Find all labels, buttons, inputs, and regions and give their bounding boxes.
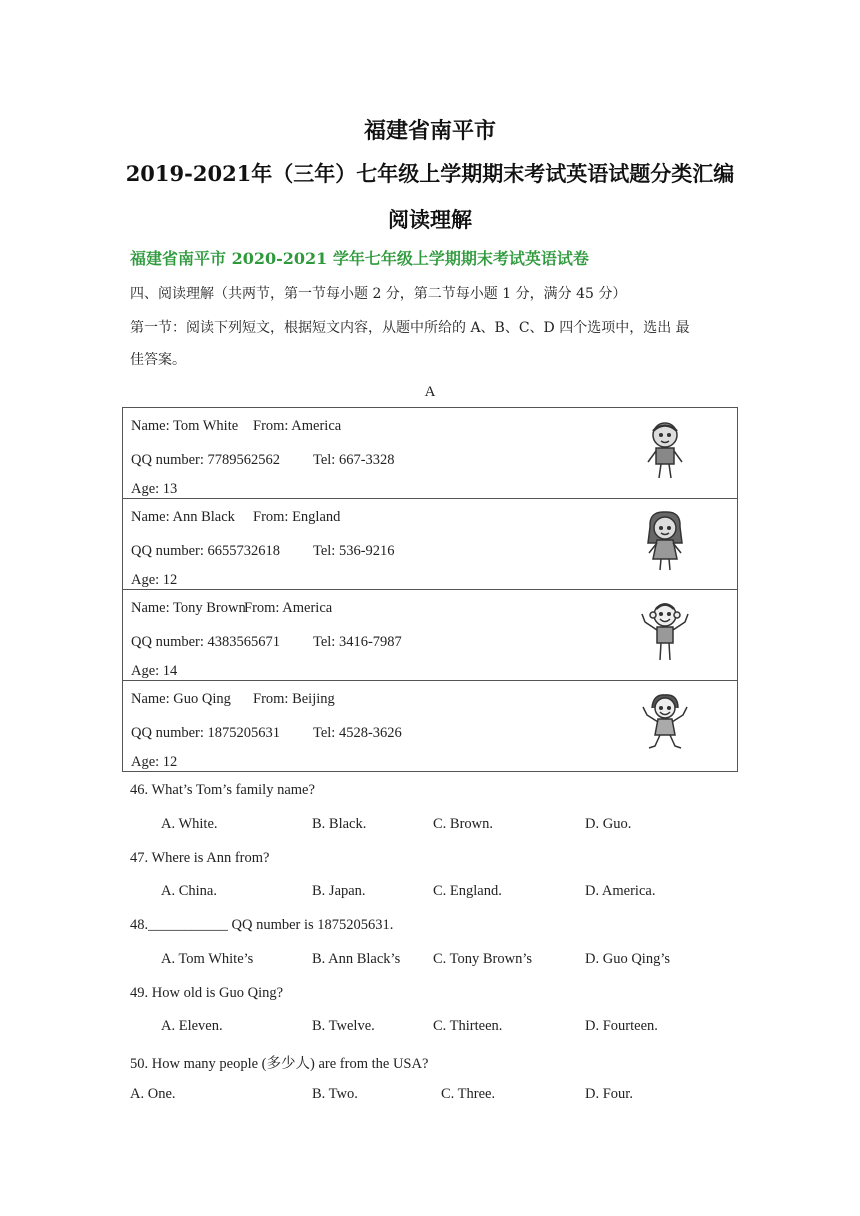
question-46: 46. What’s Tom’s family name? bbox=[130, 782, 315, 798]
student-from: From: America bbox=[253, 418, 342, 434]
document-title-topic: 阅读理解 bbox=[388, 207, 472, 232]
answer-option: D. Fourteen. bbox=[585, 1018, 658, 1034]
student-tel: Tel: 4528-3626 bbox=[313, 725, 402, 741]
girl-jumping-cartoon-icon bbox=[635, 691, 695, 755]
student-qq: QQ number: 6655732618 bbox=[131, 543, 281, 559]
document-title-region: 福建省南平市 bbox=[363, 118, 496, 144]
exam-source-heading: 福建省南平市 2020-2021 学年七年级上学期期末考试英语试卷 bbox=[130, 249, 589, 268]
part-instructions-cont: 佳答案。 bbox=[130, 352, 186, 368]
answer-option: C. Thirteen. bbox=[433, 1018, 503, 1034]
answer-option: B. Japan. bbox=[312, 883, 366, 899]
answer-option: A. Tom White’s bbox=[161, 951, 254, 967]
student-card bbox=[123, 681, 738, 772]
answer-option: D. Guo Qing’s bbox=[585, 951, 670, 967]
answer-option: C. Brown. bbox=[433, 816, 494, 832]
answer-option: A. Eleven. bbox=[161, 1018, 223, 1034]
answer-option: A. White. bbox=[161, 816, 218, 832]
answer-option: C. England. bbox=[433, 883, 502, 899]
student-name: Name: Guo Qing bbox=[131, 691, 231, 707]
student-from: From: England bbox=[253, 509, 341, 525]
student-name: Name: Tony Brown bbox=[131, 600, 246, 616]
answer-option: B. Ann Black’s bbox=[312, 951, 401, 967]
part-instructions: 第一节：阅读下列短文，根据短文内容，从题中所给的 A、B、C、D 四个选项中，选出 最 bbox=[130, 320, 690, 336]
answer-option: D. America. bbox=[585, 883, 656, 899]
student-card bbox=[123, 408, 738, 499]
student-age: Age: 14 bbox=[131, 663, 178, 679]
student-qq: QQ number: 4383565671 bbox=[131, 634, 281, 650]
student-name: Name: Ann Black bbox=[131, 509, 235, 525]
girl-cartoon-icon bbox=[635, 509, 695, 573]
student-tel: Tel: 667-3328 bbox=[313, 452, 395, 468]
student-age: Age: 12 bbox=[131, 572, 178, 588]
answer-option: A. China. bbox=[161, 883, 217, 899]
student-age: Age: 13 bbox=[131, 481, 178, 497]
section-instructions: 四、阅读理解（共两节，第一节每小题 2 分，第二节每小题 1 分，满分 45 分） bbox=[130, 286, 627, 302]
boy-waving-cartoon-icon bbox=[635, 600, 695, 664]
question-50: 50. How many people (多少人) are from the USA? bbox=[130, 1056, 429, 1072]
answer-option: C. Tony Brown’s bbox=[433, 951, 533, 967]
answer-option: C. Three. bbox=[441, 1086, 496, 1102]
answer-option: B. Black. bbox=[312, 816, 367, 832]
student-from: From: Beijing bbox=[253, 691, 335, 707]
document-title-main: 2019-2021年（三年）七年级上学期期末考试英语试题分类汇编 bbox=[125, 161, 735, 186]
boy-cartoon-icon bbox=[635, 418, 695, 482]
question-47: 47. Where is Ann from? bbox=[130, 850, 270, 866]
student-name: Name: Tom White bbox=[131, 418, 239, 434]
student-qq: QQ number: 7789562562 bbox=[131, 452, 281, 468]
question-48: 48.___________ QQ number is 1875205631. bbox=[130, 917, 394, 933]
answer-option: B. Two. bbox=[312, 1086, 358, 1102]
student-info-table bbox=[122, 407, 738, 772]
student-tel: Tel: 3416-7987 bbox=[313, 634, 402, 650]
answer-option: A. One. bbox=[130, 1086, 176, 1102]
student-tel: Tel: 536-9216 bbox=[313, 543, 395, 559]
student-from: From: America bbox=[244, 600, 333, 616]
answer-option: D. Guo. bbox=[585, 816, 632, 832]
student-qq: QQ number: 1875205631 bbox=[131, 725, 281, 741]
answer-option: D. Four. bbox=[585, 1086, 633, 1102]
student-card bbox=[123, 499, 738, 590]
answer-option: B. Twelve. bbox=[312, 1018, 375, 1034]
student-age: Age: 12 bbox=[131, 754, 178, 770]
question-49: 49. How old is Guo Qing? bbox=[130, 985, 284, 1001]
passage-label: A bbox=[424, 384, 436, 400]
student-card bbox=[123, 590, 738, 681]
